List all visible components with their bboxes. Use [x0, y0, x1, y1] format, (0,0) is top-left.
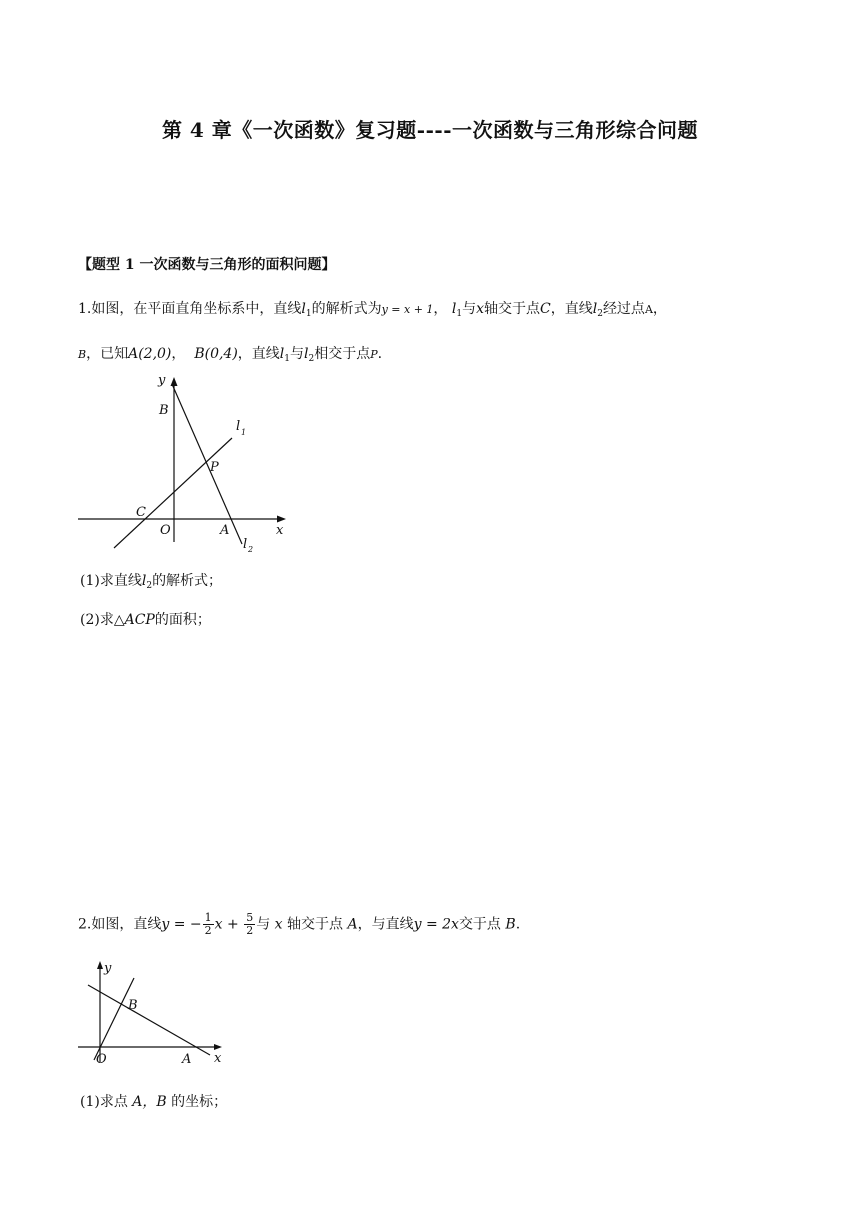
- x-axis-arrow-icon: [277, 516, 286, 523]
- label-l1: l: [236, 419, 241, 434]
- label-c: C: [136, 505, 146, 520]
- label-o: O: [96, 1052, 107, 1067]
- fraction-one-half: $\frac{1}{2}$: [204, 911, 212, 937]
- label-x: x: [214, 1051, 222, 1066]
- label-l2: l: [243, 537, 248, 552]
- label-b: B: [159, 403, 169, 418]
- point-b-given: B(0,4): [194, 346, 238, 362]
- line-l2: [172, 384, 242, 544]
- problem2-question1: (1)求点 A，B 的坐标；: [80, 1094, 228, 1110]
- label-a: A: [182, 1052, 192, 1067]
- x-axis-arrow-icon: [214, 1044, 222, 1050]
- label-o: O: [160, 523, 171, 538]
- problem1-question1: (1)求直线$l_2$的解析式；: [80, 573, 223, 591]
- page-title: 第 4 章《一次函数》复习题----一次函数与三角形综合问题: [161, 118, 699, 142]
- y-axis-arrow-icon: [97, 961, 103, 969]
- line-l1: [114, 438, 232, 548]
- fraction-five-halves: $\frac{5}{2}$: [246, 911, 254, 937]
- problem1-number: 1.: [78, 301, 92, 317]
- l1-equation: y = x + 1: [381, 303, 434, 316]
- problem2-line1: 2.如图，直线y = − $\frac{1}{2}$ x + $\frac{5}{2}$ 与 x 轴交于点 A，与直线y = 2x交于点 B.: [78, 911, 521, 937]
- y-axis-arrow-icon: [171, 377, 178, 386]
- problem2-number: 2.: [78, 916, 92, 933]
- problem1-question2: (2)求△ACP的面积；: [80, 612, 211, 628]
- label-l1-sub: 1: [241, 428, 247, 437]
- label-x: x: [276, 523, 284, 538]
- line-decreasing: [88, 985, 210, 1055]
- point-a-given: A(2,0): [128, 346, 172, 362]
- label-p: P: [210, 460, 219, 475]
- problem1-line1: 1.如图，在平面直角坐标系中，直线$l_1$的解析式为y = x + 1， $l_1$与x轴交于点C，直线$l_2$经过点A，: [78, 301, 667, 319]
- line-equation-2x: y = 2x: [413, 916, 459, 933]
- section-heading: 【题型 1 一次函数与三角形的面积问题】: [78, 257, 336, 273]
- label-a: A: [220, 523, 230, 538]
- label-b: B: [128, 998, 138, 1013]
- problem1-line2: B，已知A(2,0)， B(0,4)，直线$l_1$与$l_2$相交于点P.: [78, 346, 383, 364]
- label-y: y: [158, 373, 166, 388]
- problem2-figure: [72, 956, 232, 1068]
- label-y: y: [104, 961, 112, 976]
- label-l2-sub: 2: [248, 545, 254, 554]
- problem1-figure: [72, 368, 302, 558]
